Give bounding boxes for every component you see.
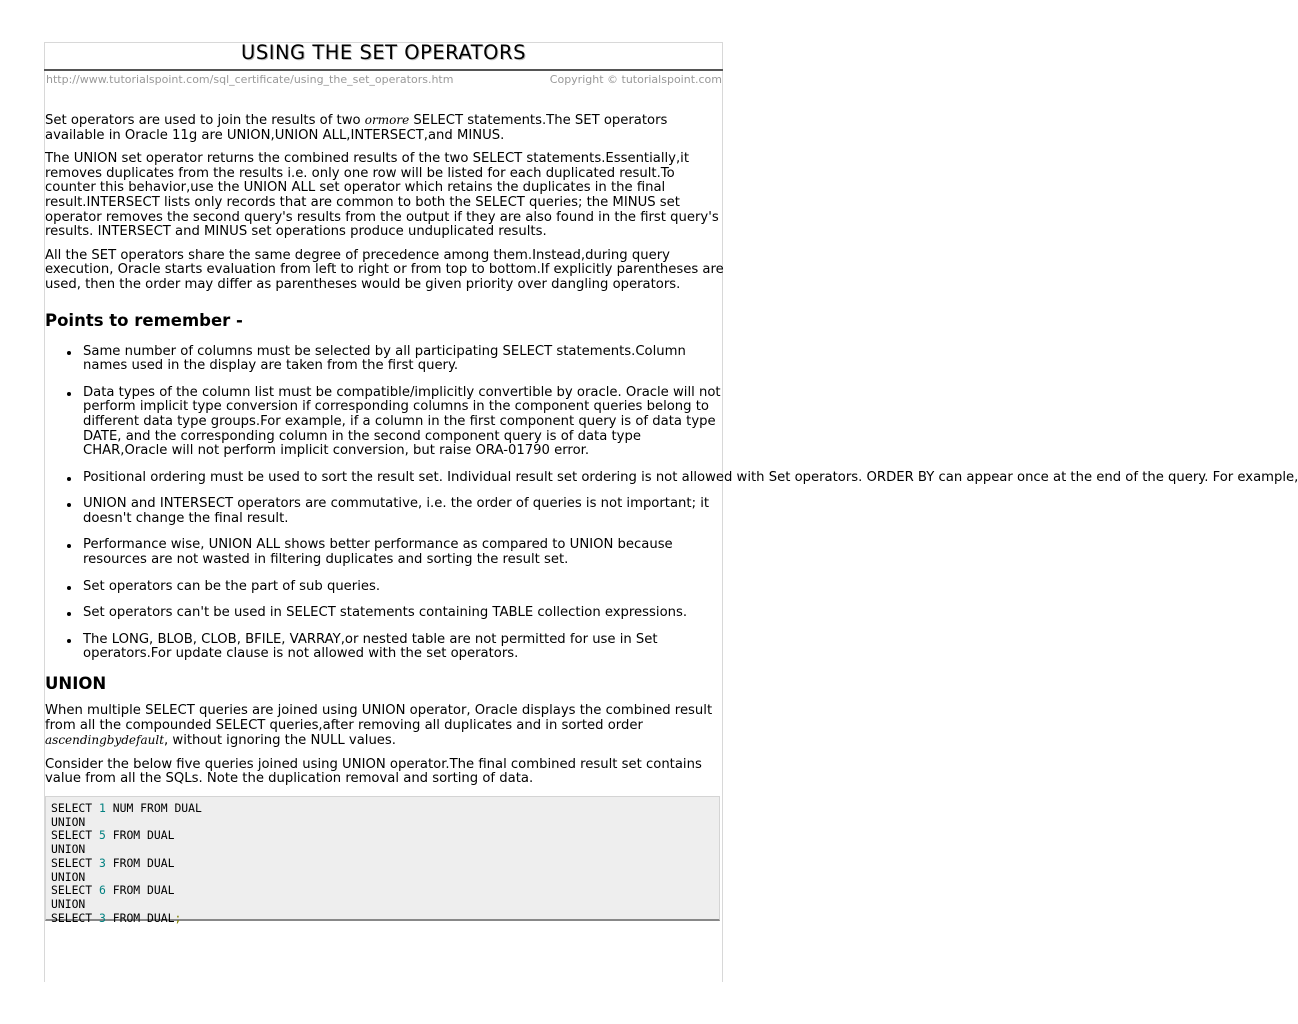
page-title: USING THE SET OPERATORS <box>241 41 526 64</box>
points-list <box>45 343 1298 663</box>
union-heading: UNION <box>45 674 107 694</box>
code-block: SELECT 1 NUM FROM DUAL UNION SELECT 5 FROM DUAL UNION SELECT 3 FROM DUAL UNION SELECT 6 FROM DUAL UNION SELECT 3 FROM DUAL; <box>45 796 720 921</box>
list-item: Set operators can't be used in SELECT statements containing TABLE collection expressions. <box>83 606 725 621</box>
intro-paragraph-3: All the SET operators share the same degree of precedence among them.Instead,during query execution, Oracle starts evaluation from left to right or from top to bottom.If explicitly parentheses are used, then the order may differ as parentheses would be given priority over dangling operators. <box>45 247 724 292</box>
list-item: Set operators can be the part of sub queries. <box>83 580 725 595</box>
points-heading: Points to remember - <box>45 310 243 330</box>
union-paragraph-2: Consider the below five queries joined using UNION operator.The final combined result set contains value from all the SQLs. Note the duplication removal and sorting of data. <box>45 756 702 787</box>
copyright-notice: Copyright © tutorialspoint.com <box>549 73 722 86</box>
intro-paragraph-2: The UNION set operator returns the combined results of the two SELECT statements.Essentially,it removes duplicates from the results i.e. only one row will be listed for each duplicated result.To counter this behavior,use the UNION ALL set operator which retains the duplicates in the final result.INTERSECT lists only records that are common to both the SELECT queries; the MINUS set operator removes the second query's results from the output if they are also found in the first query's results. INTERSECT and MINUS set operations produce unduplicated results. <box>45 151 719 240</box>
source-url-link[interactable]: http://www.tutorialspoint.com/sql_certificate/using_the_set_operators.htm <box>46 73 454 86</box>
title-divider <box>44 69 723 71</box>
list-item: UNION and INTERSECT operators are commutative, i.e. the order of queries is not important; it doesn't change the final result. <box>83 497 725 526</box>
list-item: Performance wise, UNION ALL shows better performance as compared to UNION because resources are not wasted in filtering duplicates and sorting the result set. <box>83 538 725 567</box>
list-item: Positional ordering must be used to sort the result set. Individual result set ordering is not allowed with Set operators. ORDER BY can appear once at the end of the query. For example, <box>83 469 1298 485</box>
union-paragraph-1: When multiple SELECT queries are joined using UNION operator, Oracle displays the combined result from all the compounded SELECT queries,after removing all duplicates and in sorted order ascendingbydefault, without ignoring the NULL values. <box>45 703 713 749</box>
article-body <box>45 113 1298 925</box>
intro-paragraph-1: Set operators are used to join the results of two ormore SELECT statements.The SET operators available in Oracle 11g are UNION,UNION ALL,INTERSECT,and MINUS. <box>45 113 668 143</box>
list-item: Same number of columns must be selected by all participating SELECT statements.Column names used in the display are taken from the first query. <box>83 345 725 374</box>
list-item: Data types of the column list must be compatible/implicitly convertible by oracle. Oracle will not perform implicit type conversion if corresponding columns in the component queries belong to different data type groups.For example, if a column in the first component query is of data type DATE, and the corresponding column in the second component query is of data type CHAR,Oracle will not perform implicit conversion, but raise ORA-01790 error. <box>83 386 725 459</box>
list-item: The LONG, BLOB, CLOB, BFILE, VARRAY,or nested table are not permitted for use in Set operators.For update clause is not allowed with the set operators. <box>83 633 725 662</box>
